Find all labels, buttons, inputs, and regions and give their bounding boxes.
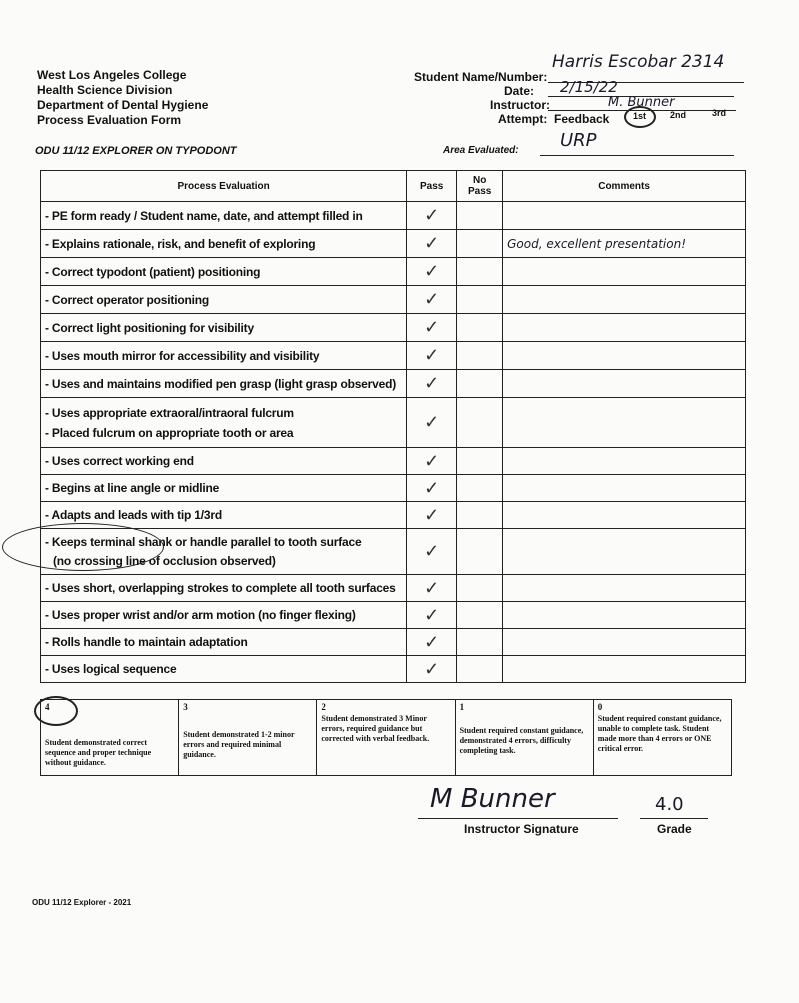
comment[interactable] [503, 529, 746, 575]
table-row [41, 342, 746, 370]
rubric-text: Student demonstrated 3 Minor errors, required guidance but corrected with verbal feedback. [321, 714, 430, 743]
no-pass-cell[interactable] [457, 629, 503, 656]
comment[interactable] [503, 575, 746, 602]
attempt-3rd[interactable]: 3rd [712, 108, 727, 118]
table-row [41, 258, 746, 286]
pass-check[interactable]: ✓ [407, 342, 457, 370]
student-label: Student Name/Number: [414, 70, 548, 84]
criterion: - Adapts and leads with tip 1/3rd [41, 502, 407, 529]
rubric-text: Student required constant guidance, unable to complete task. Student made more than 4 errors or ONE critical error. [597, 714, 722, 753]
criterion: - Uses correct working end [41, 448, 407, 475]
comment[interactable] [503, 398, 746, 448]
college-name: West Los Angeles College [37, 68, 187, 82]
table-row [41, 629, 746, 656]
criterion: - Uses proper wrist and/or arm motion (no finger flexing) [41, 602, 407, 629]
attempt-2nd[interactable]: 2nd [670, 110, 687, 120]
header-no-pass: No Pass [457, 171, 503, 202]
criterion: - Explains rationale, risk, and benefit of exploring [41, 230, 407, 258]
table-row [41, 475, 746, 502]
criterion: - Correct typodont (patient) positioning [41, 258, 407, 286]
pass-check[interactable]: ✓ [407, 448, 457, 475]
rubric-2[interactable] [317, 700, 455, 776]
comment[interactable] [503, 258, 746, 286]
instructor-signature[interactable]: M Bunner [430, 784, 555, 814]
rubric-selected-circle [34, 696, 78, 726]
no-pass-cell[interactable] [457, 502, 503, 529]
rubric-1[interactable] [455, 700, 593, 776]
rubric-text: Student demonstrated correct sequence and proper technique without guidance. [45, 738, 152, 767]
comment[interactable] [503, 448, 746, 475]
department-name: Department of Dental Hygiene [37, 98, 209, 112]
grade-value[interactable]: 4.0 [655, 794, 684, 815]
no-pass-cell[interactable] [457, 342, 503, 370]
no-pass-cell[interactable] [457, 370, 503, 398]
criterion: - Correct light positioning for visibility [41, 314, 407, 342]
table-row [41, 286, 746, 314]
no-pass-cell[interactable] [457, 314, 503, 342]
criterion: - Uses mouth mirror for accessibility and visibility [41, 342, 407, 370]
pass-check[interactable]: ✓ [407, 602, 457, 629]
no-pass-cell[interactable] [457, 529, 503, 575]
header-block [37, 68, 208, 128]
pass-check[interactable]: ✓ [407, 314, 457, 342]
attempt-1st[interactable]: 1st [633, 111, 647, 121]
comment[interactable] [503, 656, 746, 683]
pass-check[interactable]: ✓ [407, 258, 457, 286]
header-comments: Comments [503, 171, 746, 202]
table-row [41, 502, 746, 529]
pass-check[interactable]: ✓ [407, 629, 457, 656]
comment[interactable] [503, 502, 746, 529]
no-pass-cell[interactable] [457, 656, 503, 683]
comment[interactable] [503, 629, 746, 656]
table-row [41, 230, 746, 258]
rubric-score: 0 [597, 702, 603, 712]
comment[interactable] [503, 286, 746, 314]
table-row [41, 602, 746, 629]
pass-check[interactable]: ✓ [407, 475, 457, 502]
area-label: Area Evaluated: [443, 145, 519, 156]
instructor-label: Instructor: [490, 98, 550, 112]
instructor-value[interactable]: M. Bunner [608, 95, 675, 110]
pass-check[interactable]: ✓ [407, 575, 457, 602]
header-process: Process Evaluation [41, 171, 407, 202]
comment[interactable] [503, 370, 746, 398]
table-row [41, 314, 746, 342]
date-value[interactable]: 2/15/22 [560, 78, 618, 96]
criterion: - Uses and maintains modified pen grasp (light grasp observed) [41, 370, 407, 398]
form-title: ODU 11/12 EXPLORER ON TYPODONT [35, 145, 237, 157]
rubric-score: 4 [45, 702, 50, 712]
comment[interactable] [503, 314, 746, 342]
pass-check[interactable]: ✓ [407, 202, 457, 230]
comment[interactable]: Good, excellent presentation! [503, 230, 746, 258]
criterion: - Uses logical sequence [41, 656, 407, 683]
evaluation-table [40, 170, 746, 683]
pass-check[interactable]: ✓ [407, 286, 457, 314]
rubric-3[interactable] [179, 700, 317, 776]
comment[interactable] [503, 202, 746, 230]
comment[interactable] [503, 475, 746, 502]
form-name: Process Evaluation Form [37, 113, 182, 127]
criterion-line: - Uses appropriate extraoral/intraoral fulcrum [45, 405, 294, 420]
rubric-score: 1 [459, 702, 465, 712]
table-row [41, 448, 746, 475]
student-value[interactable]: Harris Escobar 2314 [552, 52, 725, 72]
rubric-score: 3 [183, 702, 188, 712]
no-pass-cell[interactable] [457, 475, 503, 502]
rubric-text: Student required constant guidance, demonstrated 4 errors, difficulty completing task. [459, 726, 584, 755]
division-name: Health Science Division [37, 83, 173, 97]
no-pass-cell[interactable] [457, 398, 503, 448]
pass-check[interactable]: ✓ [407, 370, 457, 398]
no-pass-cell[interactable] [457, 286, 503, 314]
signature-label: Instructor Signature [464, 822, 579, 836]
table-row [41, 398, 746, 448]
criterion: - Uses short, overlapping strokes to complete all tooth surfaces [41, 575, 407, 602]
rubric-score: 2 [321, 702, 326, 712]
table-row [41, 575, 746, 602]
footer-text: ODU 11/12 Explorer - 2021 [32, 898, 132, 907]
criterion-line: (no crossing line of occlusion observed) [53, 554, 276, 568]
no-pass-cell[interactable] [457, 575, 503, 602]
table-row [41, 202, 746, 230]
rubric-0[interactable] [593, 700, 731, 776]
header-pass: Pass [407, 171, 457, 202]
no-pass-cell[interactable] [457, 230, 503, 258]
criterion [41, 398, 407, 448]
area-value[interactable]: URP [560, 130, 597, 151]
criterion: - Correct operator positioning [41, 286, 407, 314]
comment[interactable] [503, 602, 746, 629]
criterion-line: - Keeps terminal shank or handle parallel to tooth surface [45, 535, 362, 549]
pass-check[interactable]: ✓ [407, 502, 457, 529]
attempt-feedback[interactable]: Feedback [554, 112, 610, 126]
pass-check[interactable]: ✓ [407, 529, 457, 575]
grade-label: Grade [657, 822, 692, 836]
pass-check[interactable]: ✓ [407, 230, 457, 258]
comment[interactable] [503, 342, 746, 370]
pass-check[interactable]: ✓ [407, 398, 457, 448]
no-pass-cell[interactable] [457, 448, 503, 475]
no-pass-cell[interactable] [457, 202, 503, 230]
annotation-circle [2, 523, 164, 571]
date-label: Date: [504, 84, 535, 98]
criterion: - Begins at line angle or midline [41, 475, 407, 502]
rubric-text: Student demonstrated 1-2 minor errors and required minimal guidance. [183, 730, 295, 759]
attempt-selected-circle [624, 106, 656, 128]
criterion: - PE form ready / Student name, date, and attempt filled in [41, 202, 407, 230]
no-pass-cell[interactable] [457, 602, 503, 629]
table-row [41, 370, 746, 398]
table-row [41, 656, 746, 683]
pass-check[interactable]: ✓ [407, 656, 457, 683]
criterion-line: - Placed fulcrum on appropriate tooth or area [45, 425, 294, 440]
attempt-label: Attempt: [498, 112, 548, 126]
grading-rubric [40, 699, 732, 776]
no-pass-cell[interactable] [457, 258, 503, 286]
criterion: - Rolls handle to maintain adaptation [41, 629, 407, 656]
